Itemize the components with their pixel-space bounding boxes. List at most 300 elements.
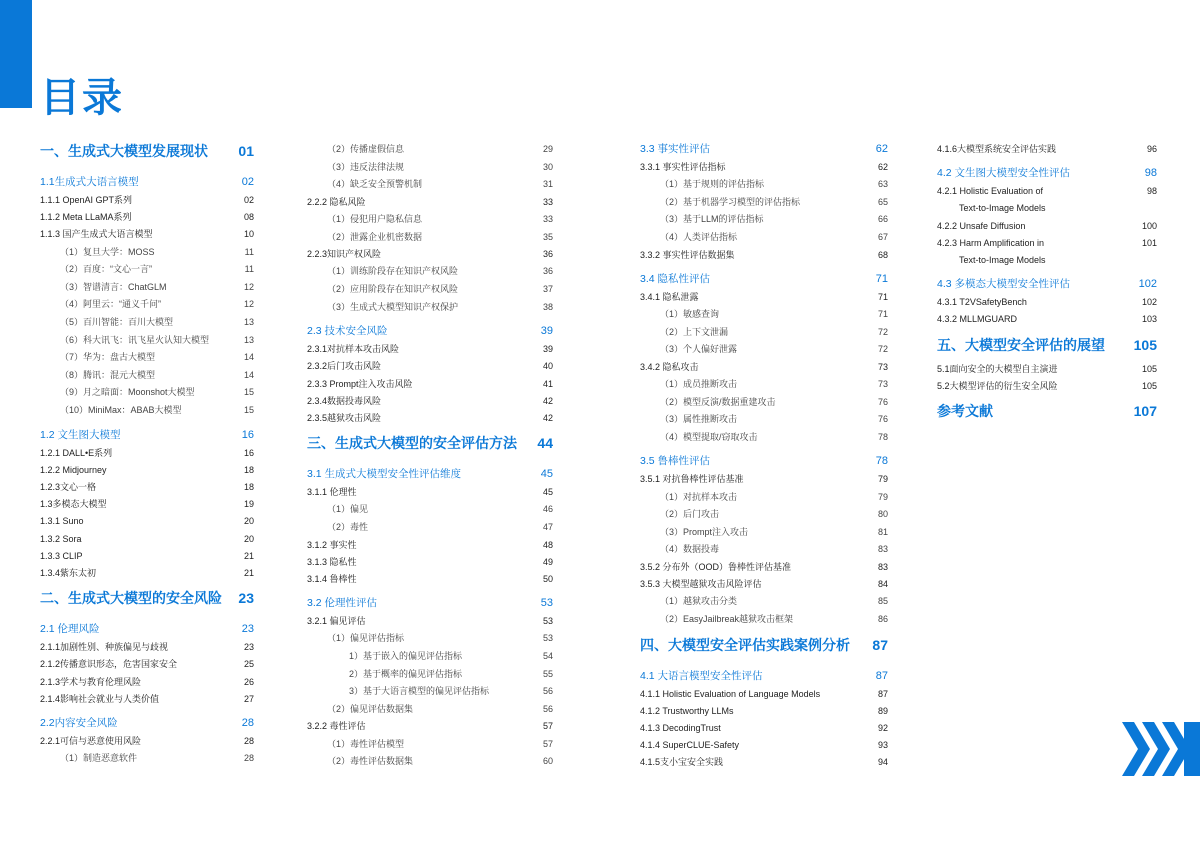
toc-entry[interactable] [40, 366, 254, 384]
toc-entry[interactable] [40, 401, 254, 419]
toc-entry-page: 21 [243, 568, 254, 578]
toc-entry[interactable] [937, 360, 1157, 378]
toc-entry[interactable] [40, 714, 254, 732]
toc-entry-page: 62 [875, 143, 888, 155]
toc-entry[interactable] [937, 293, 1157, 311]
toc-entry-page: 68 [877, 249, 888, 260]
toc-entry-page: 33 [542, 214, 553, 224]
toc-entry[interactable] [307, 298, 553, 316]
toc-entry-title: 4.1.6大模型系统安全评估实践 [937, 144, 1057, 154]
toc-entry-title: 2.1.2传播意识形态，危害国家安全 [40, 659, 178, 670]
toc-entry[interactable] [640, 158, 888, 176]
toc-entry[interactable] [40, 383, 254, 401]
toc-entry[interactable] [640, 428, 888, 446]
toc-entry[interactable] [640, 592, 888, 610]
toc-entry[interactable] [307, 228, 553, 246]
toc-entry[interactable] [640, 305, 888, 323]
toc-entry-page: 56 [542, 703, 553, 714]
toc-entry-page: 101 [1141, 237, 1157, 248]
toc-entry[interactable] [640, 393, 888, 411]
toc-entry-title: 3.1.1 伦理性 [307, 487, 357, 498]
toc-entry-title: （1）敏感查询 [660, 309, 720, 319]
toc-entry-page: 15 [243, 387, 254, 398]
toc-entry-title: （2）上下文泄漏 [660, 326, 729, 337]
toc-entry-page: 28 [243, 753, 254, 764]
toc-entry[interactable] [640, 340, 888, 358]
toc-entry-title: （2）基于机器学习模型的评估指标 [660, 196, 801, 207]
toc-entry-title: 3.1 生成式大模型安全性评估维度 [307, 468, 462, 481]
toc-entry[interactable] [40, 478, 254, 496]
toc-entry-title: （1）基于规则的评估指标 [660, 179, 765, 190]
toc-entry[interactable] [640, 719, 888, 737]
toc-entry[interactable] [307, 612, 553, 630]
toc-entry-title: 4.1.3 DecodingTrust [640, 723, 721, 733]
toc-entry-title: 1.3.2 Sora [40, 533, 82, 544]
toc-entry-page: 57 [542, 738, 553, 749]
toc-entry-title: 5.1面向安全的大模型自主演进 [937, 363, 1058, 374]
toc-entry-page: 19 [243, 499, 254, 510]
toc-entry-page: 103 [1141, 314, 1157, 325]
toc-entry-title: （5）百川智能：百川大模型 [60, 317, 174, 327]
toc-entry-title: （1）对抗样本攻击 [660, 491, 738, 502]
toc-entry-page: 80 [877, 509, 888, 520]
toc-entry-page: 72 [877, 344, 888, 355]
toc-entry-title: 三、生成式大模型的安全评估方法 [307, 435, 517, 452]
toc-entry-title: 1.1生成式大语言模型 [40, 176, 139, 188]
toc-entry-title: 二、生成式大模型的安全风险 [40, 590, 222, 607]
toc-entry-page: 13 [243, 317, 254, 327]
toc-entry-title: 3.4 隐私性评估 [640, 272, 711, 285]
toc-entry-page: 98 [1146, 186, 1157, 197]
toc-entry-title: 1.2.2 Midjourney [40, 464, 107, 475]
toc-entry-page: 44 [537, 435, 553, 452]
toc-entry[interactable] [307, 682, 553, 700]
toc-entry-page: 92 [877, 723, 888, 733]
toc-entry-page: 53 [542, 633, 553, 644]
toc-entry-title: （2）百度：“文心一言” [60, 264, 153, 275]
toc-entry-page: 57 [542, 721, 553, 732]
toc-entry-page: 63 [877, 179, 888, 190]
toc-entry[interactable] [40, 673, 254, 691]
toc-entry[interactable] [937, 199, 1157, 217]
toc-entry-page: 27 [243, 693, 254, 704]
toc-entry[interactable] [307, 392, 553, 410]
toc-entry[interactable] [40, 208, 254, 226]
toc-entry-title: 4.3.1 T2VSafetyBench [937, 297, 1027, 308]
toc-entry[interactable] [640, 375, 888, 393]
toc-entry-page: 96 [1146, 144, 1157, 154]
toc-entry[interactable] [640, 210, 888, 228]
toc-entry-page: 78 [877, 431, 888, 442]
toc-entry-title: 2.3.1对抗样本攻击风险 [307, 344, 400, 355]
toc-entry[interactable] [40, 331, 254, 349]
toc-entry-page: 60 [542, 756, 553, 767]
toc-entry[interactable] [307, 280, 553, 298]
toc-entry[interactable] [937, 310, 1157, 328]
toc-entry[interactable] [40, 638, 254, 656]
toc-entry[interactable] [307, 570, 553, 588]
toc-entry[interactable] [937, 334, 1157, 356]
toc-entry-page: 71 [877, 309, 888, 319]
toc-entry[interactable] [307, 483, 553, 501]
toc-entry-page: 53 [542, 616, 553, 627]
toc-entry-title: 4.2.2 Unsafe Diffusion [937, 220, 1026, 231]
toc-entry-title: 2.2内容安全风险 [40, 717, 118, 729]
toc-entry-page: 28 [243, 736, 254, 746]
toc-entry-title: （1）复旦大学：MOSS [60, 246, 155, 257]
toc-entry-page: 36 [542, 249, 553, 260]
toc-entry-page: 42 [542, 395, 553, 406]
toc-entry-page: 89 [877, 705, 888, 716]
page-title: 目录 [40, 75, 124, 121]
toc-entry-title: （3）违反法律法规 [327, 161, 405, 172]
toc-entry[interactable] [40, 564, 254, 582]
toc-entry[interactable] [307, 629, 553, 647]
toc-entry-page: 100 [1141, 220, 1157, 231]
toc-entry[interactable] [640, 575, 888, 593]
toc-entry-title: （3）智谱清言：ChatGLM [60, 281, 167, 292]
toc-entry[interactable] [307, 140, 553, 158]
toc-entry-page: 11 [244, 264, 254, 275]
toc-entry-title: 1.3.3 CLIP [40, 550, 83, 561]
toc-entry-page: 21 [243, 550, 254, 561]
toc-entry-title: 3.1.2 事实性 [307, 539, 357, 550]
toc-entry[interactable] [937, 251, 1157, 269]
toc-entry-title: （7）华为：盘古大模型 [60, 352, 156, 363]
toc-entry[interactable] [40, 461, 254, 479]
toc-entry[interactable] [40, 313, 254, 331]
toc-entry-title: 五、大模型安全评估的展望 [937, 336, 1105, 353]
toc-entry[interactable] [307, 210, 553, 228]
toc-entry[interactable] [307, 500, 553, 518]
toc-entry[interactable] [640, 540, 888, 558]
toc-entry-page: 73 [877, 379, 888, 389]
toc-entry[interactable] [307, 340, 553, 358]
toc-entry[interactable] [640, 410, 888, 428]
toc-entry-title: 2.3.4数据投毒风险 [307, 395, 382, 406]
toc-entry[interactable] [307, 594, 553, 612]
toc-entry[interactable] [40, 243, 254, 261]
toc-entry-page: 45 [540, 468, 553, 481]
toc-entry-page: 37 [542, 284, 553, 294]
toc-entry[interactable] [307, 465, 553, 483]
toc-entry-title: 4.1.2 Trustworthy LLMs [640, 705, 734, 716]
toc-entry-page: 67 [877, 232, 888, 242]
toc-entry[interactable] [640, 270, 888, 288]
toc-entry[interactable] [40, 140, 254, 162]
chevron-arrows-icon [1122, 722, 1200, 776]
toc-entry-title: 2.2.3知识产权风险 [307, 249, 382, 260]
toc-entry-page: 66 [877, 214, 888, 225]
toc-entry-title: 四、大模型安全评估实践案例分析 [640, 636, 850, 653]
toc-entry[interactable] [307, 700, 553, 718]
toc-entry[interactable] [40, 225, 254, 243]
toc-entry-title: 2）基于概率的偏见评估指标 [349, 668, 463, 679]
toc-entry[interactable] [307, 752, 553, 770]
toc-entry-title: 3.2.2 毒性评估 [307, 721, 366, 732]
toc-entry-page: 81 [877, 526, 888, 537]
toc-entry-title: 1.1.3 国产生成式大语言模型 [40, 229, 153, 240]
toc-entry-page: 93 [877, 740, 888, 751]
toc-entry-title: （4）缺乏安全预警机制 [327, 179, 423, 190]
toc-entry-page: 10 [243, 229, 254, 240]
toc-entry-page: 18 [243, 482, 254, 492]
toc-entry[interactable] [307, 158, 553, 176]
toc-entry-page: 50 [542, 574, 553, 584]
toc-entry-title: 4.3 多模态大模型安全性评估 [937, 278, 1071, 291]
toc-entry-page: 53 [540, 597, 553, 610]
toc-entry-title: 3.3.2 事实性评估数据集 [640, 249, 735, 260]
toc-entry-title: 3.5.1 对抗鲁棒性评估基准 [640, 474, 744, 485]
toc-entry-page: 01 [238, 143, 254, 159]
toc-entry-title: 3.1.4 鲁棒性 [307, 574, 357, 584]
toc-entry[interactable] [307, 518, 553, 536]
toc-entry[interactable] [640, 470, 888, 488]
toc-entry-title: 4.1.5支小宝安全实践 [640, 757, 724, 768]
toc-entry[interactable] [640, 558, 888, 576]
toc-entry[interactable] [640, 753, 888, 771]
toc-entry-page: 15 [243, 405, 254, 415]
toc-entry[interactable] [40, 749, 254, 767]
toc-entry[interactable] [937, 164, 1157, 182]
toc-entry-title: （1）毒性评估模型 [327, 738, 405, 749]
toc-entry-page: 29 [542, 144, 553, 154]
toc-entry-title: （1）成员推断攻击 [660, 379, 738, 389]
toc-entry[interactable] [307, 322, 553, 340]
toc-entry[interactable] [40, 655, 254, 673]
toc-entry-page: 20 [243, 533, 254, 544]
toc-entry[interactable] [40, 620, 254, 638]
toc-entry-title: （1）偏见 [327, 504, 369, 515]
toc-entry[interactable] [40, 426, 254, 444]
toc-entry[interactable] [640, 488, 888, 506]
toc-entry-page: 39 [540, 325, 553, 338]
toc-entry[interactable] [640, 685, 888, 703]
toc-entry-page: 71 [877, 291, 888, 302]
toc-entry[interactable] [937, 377, 1157, 395]
toc-entry[interactable] [937, 234, 1157, 252]
toc-entry[interactable] [937, 182, 1157, 200]
toc-entry-title: 3.3 事实性评估 [640, 143, 711, 155]
toc-entry-title: （3）基于LLM的评估指标 [660, 214, 764, 225]
toc-entry-title: Text-to-Image Models [959, 255, 1046, 265]
toc-entry-page: 30 [542, 161, 553, 172]
toc-entry-page: 73 [877, 361, 888, 372]
toc-entry-page: 23 [238, 590, 254, 607]
toc-entry-title: 3.5.3 大模型越狱攻击风险评估 [640, 579, 762, 590]
toc-entry-page: 35 [542, 231, 553, 242]
toc-entry-title: 3.2.1 偏见评估 [307, 616, 366, 627]
toc-entry[interactable] [40, 690, 254, 708]
toc-entry[interactable] [640, 358, 888, 376]
toc-entry-page: 18 [243, 464, 254, 475]
toc-entry-title: 1.3.1 Suno [40, 516, 84, 527]
toc-entry-page: 87 [872, 636, 888, 653]
toc-entry[interactable] [40, 278, 254, 296]
toc-entry[interactable] [937, 400, 1157, 422]
toc-entry-page: 31 [542, 179, 553, 190]
toc-entry-title: （1）侵犯用户隐私信息 [327, 214, 423, 224]
toc-entry-page: 11 [244, 246, 254, 257]
toc-entry[interactable] [40, 530, 254, 548]
toc-entry-page: 16 [243, 447, 254, 458]
toc-entry-title: 4.1.1 Holistic Evaluation of Language Models [640, 688, 821, 699]
toc-entry-title: 3.1.3 隐私性 [307, 556, 357, 567]
toc-entry[interactable] [640, 175, 888, 193]
toc-entry-page: 84 [877, 579, 888, 590]
toc-entry-title: 3.5 鲁棒性评估 [640, 455, 711, 468]
toc-entry-title: 4.2 文生图大模型安全性评估 [937, 167, 1071, 180]
toc-entry[interactable] [307, 262, 553, 280]
toc-entry-page: 98 [1144, 167, 1157, 180]
toc-entry[interactable] [40, 547, 254, 565]
toc-entry-page: 79 [877, 491, 888, 502]
toc-entry[interactable] [640, 193, 888, 211]
toc-entry-title: （3）个人偏好泄露 [660, 344, 738, 355]
toc-entry[interactable] [937, 140, 1157, 158]
toc-entry-page: 49 [542, 556, 553, 567]
toc-entry[interactable] [640, 610, 888, 628]
toc-entry-title: 1.2.3文心一格 [40, 482, 97, 492]
toc-entry-title: （2）模型反演/数据重建攻击 [660, 396, 776, 407]
toc-entry-title: 1）基于嵌入的偏见评估指标 [349, 651, 463, 661]
toc-entry-title: 5.2大模型评估的衍生安全风险 [937, 380, 1058, 391]
toc-entry-title: 4.1 大语言模型安全性评估 [640, 669, 763, 682]
toc-entry-title: （2）应用阶段存在知识产权风险 [327, 284, 459, 294]
toc-entry-title: 2.1.1加剧性别、种族偏见与歧视 [40, 642, 169, 653]
toc-entry-title: 2.3.3 Prompt注入攻击风险 [307, 378, 413, 389]
toc-entry-page: 55 [542, 668, 553, 679]
toc-entry-page: 41 [542, 378, 553, 389]
toc-entry-page: 23 [243, 642, 254, 653]
toc-entry[interactable] [307, 409, 553, 427]
toc-entry-title: （10）MiniMax：ABAB大模型 [60, 405, 182, 415]
toc-entry[interactable] [640, 140, 888, 158]
toc-entry[interactable] [40, 191, 254, 209]
toc-entry-page: 33 [542, 196, 553, 207]
toc-entry[interactable] [640, 523, 888, 541]
toc-entry[interactable] [40, 495, 254, 513]
toc-entry-title: （1）偏见评估指标 [327, 633, 405, 644]
toc-entry-page: 28 [241, 717, 254, 729]
toc-entry-title: 2.1.4影响社会就业与人类价值 [40, 693, 160, 704]
toc-entry[interactable] [40, 512, 254, 530]
toc-entry-page: 65 [877, 196, 888, 207]
toc-entry-page: 94 [877, 757, 888, 768]
toc-entry[interactable] [307, 536, 553, 554]
toc-entry-page: 86 [877, 614, 888, 624]
toc-entry-title: 2.2.2 隐私风险 [307, 196, 366, 207]
toc-entry[interactable] [307, 647, 553, 665]
toc-entry-title: 2.2.1可信与恶意使用风险 [40, 736, 142, 746]
toc-entry-title: （1）训练阶段存在知识产权风险 [327, 266, 459, 277]
toc-entry-page: 12 [243, 281, 254, 292]
toc-entry[interactable] [937, 217, 1157, 235]
toc-entry-page: 23 [241, 623, 254, 636]
toc-entry-page: 76 [877, 396, 888, 407]
toc-entry-page: 102 [1141, 297, 1157, 308]
toc-entry[interactable] [640, 667, 888, 685]
toc-entry-title: （6）科大讯飞：讯飞星火认知大模型 [60, 334, 210, 345]
toc-entry-title: （2）传播虚假信息 [327, 144, 405, 154]
toc-entry[interactable] [307, 175, 553, 193]
toc-entry-title: 3.3.1 事实性评估指标 [640, 162, 726, 172]
toc-entry[interactable] [640, 452, 888, 470]
toc-entry-page: 78 [875, 455, 888, 468]
toc-entry-title: （3）生成式大模型知识产权保护 [327, 301, 459, 312]
toc-entry-page: 56 [542, 686, 553, 697]
toc-entry[interactable] [640, 323, 888, 341]
toc-entry[interactable] [307, 357, 553, 375]
toc-entry-title: （1）越狱攻击分类 [660, 596, 738, 607]
toc-entry-page: 105 [1141, 363, 1157, 374]
toc-entry-title: 2.3.2后门攻击风险 [307, 361, 382, 372]
toc-entry[interactable] [307, 432, 553, 454]
toc-entry[interactable] [640, 246, 888, 264]
toc-entry-title: 3）基于大语言模型的偏见评估指标 [349, 686, 490, 697]
toc-entry-page: 48 [542, 539, 553, 550]
toc-entry-page: 83 [877, 544, 888, 555]
toc-entry[interactable] [640, 288, 888, 306]
toc-entry-title: （2）毒性评估数据集 [327, 756, 414, 767]
toc-entry[interactable] [307, 665, 553, 683]
toc-entry-page: 02 [243, 195, 254, 205]
toc-entry[interactable] [640, 505, 888, 523]
toc-entry-title: 1.3.4紫东太初 [40, 568, 97, 578]
toc-entry[interactable] [40, 260, 254, 278]
toc-entry[interactable] [40, 732, 254, 750]
toc-entry[interactable] [40, 295, 254, 313]
toc-entry-page: 38 [542, 301, 553, 312]
toc-entry[interactable] [937, 275, 1157, 293]
toc-entry-title: 4.2.3 Harm Amplification in [937, 237, 1045, 248]
toc-entry-title: 参考文献 [937, 403, 993, 419]
toc-entry[interactable] [307, 193, 553, 211]
toc-entry[interactable] [40, 348, 254, 366]
toc-entry[interactable] [307, 735, 553, 753]
toc-entry-page: 42 [542, 413, 553, 423]
toc-entry-title: 一、生成式大模型发展现状 [40, 143, 208, 159]
toc-entry-title: （2）后门攻击 [660, 509, 720, 520]
toc-entry[interactable] [40, 444, 254, 462]
toc-entry-title: （4）数据投毒 [660, 544, 720, 555]
toc-entry[interactable] [640, 702, 888, 720]
toc-entry[interactable] [40, 587, 254, 609]
toc-entry[interactable] [640, 736, 888, 754]
toc-entry-title: （4）阿里云：“通义千问” [60, 299, 162, 310]
toc-entry[interactable] [307, 245, 553, 263]
toc-entry-title: 2.1.3学术与教育伦理风险 [40, 676, 142, 687]
toc-entry-title: 3.2 伦理性评估 [307, 597, 378, 610]
toc-entry-page: 87 [875, 669, 888, 682]
toc-entry-page: 14 [243, 352, 254, 363]
toc-entry-title: （8）腾讯：混元大模型 [60, 369, 156, 380]
toc-entry-title: 1.1.2 Meta LLaMA系列 [40, 212, 132, 223]
toc-entry[interactable] [640, 228, 888, 246]
toc-entry[interactable] [307, 717, 553, 735]
toc-entry-title: Text-to-Image Models [959, 203, 1046, 214]
toc-entry[interactable] [640, 634, 888, 656]
toc-entry[interactable] [307, 553, 553, 571]
toc-entry-page: 36 [542, 266, 553, 277]
toc-entry-page: 45 [542, 487, 553, 498]
toc-entry-title: 1.2.1 DALL•E系列 [40, 447, 113, 458]
toc-entry-title: （2）泄露企业机密数据 [327, 231, 423, 242]
toc-entry[interactable] [40, 173, 254, 191]
toc-entry-title: （3）Prompt注入攻击 [660, 526, 749, 537]
toc-entry[interactable] [307, 375, 553, 393]
toc-entry-page: 46 [542, 504, 553, 515]
